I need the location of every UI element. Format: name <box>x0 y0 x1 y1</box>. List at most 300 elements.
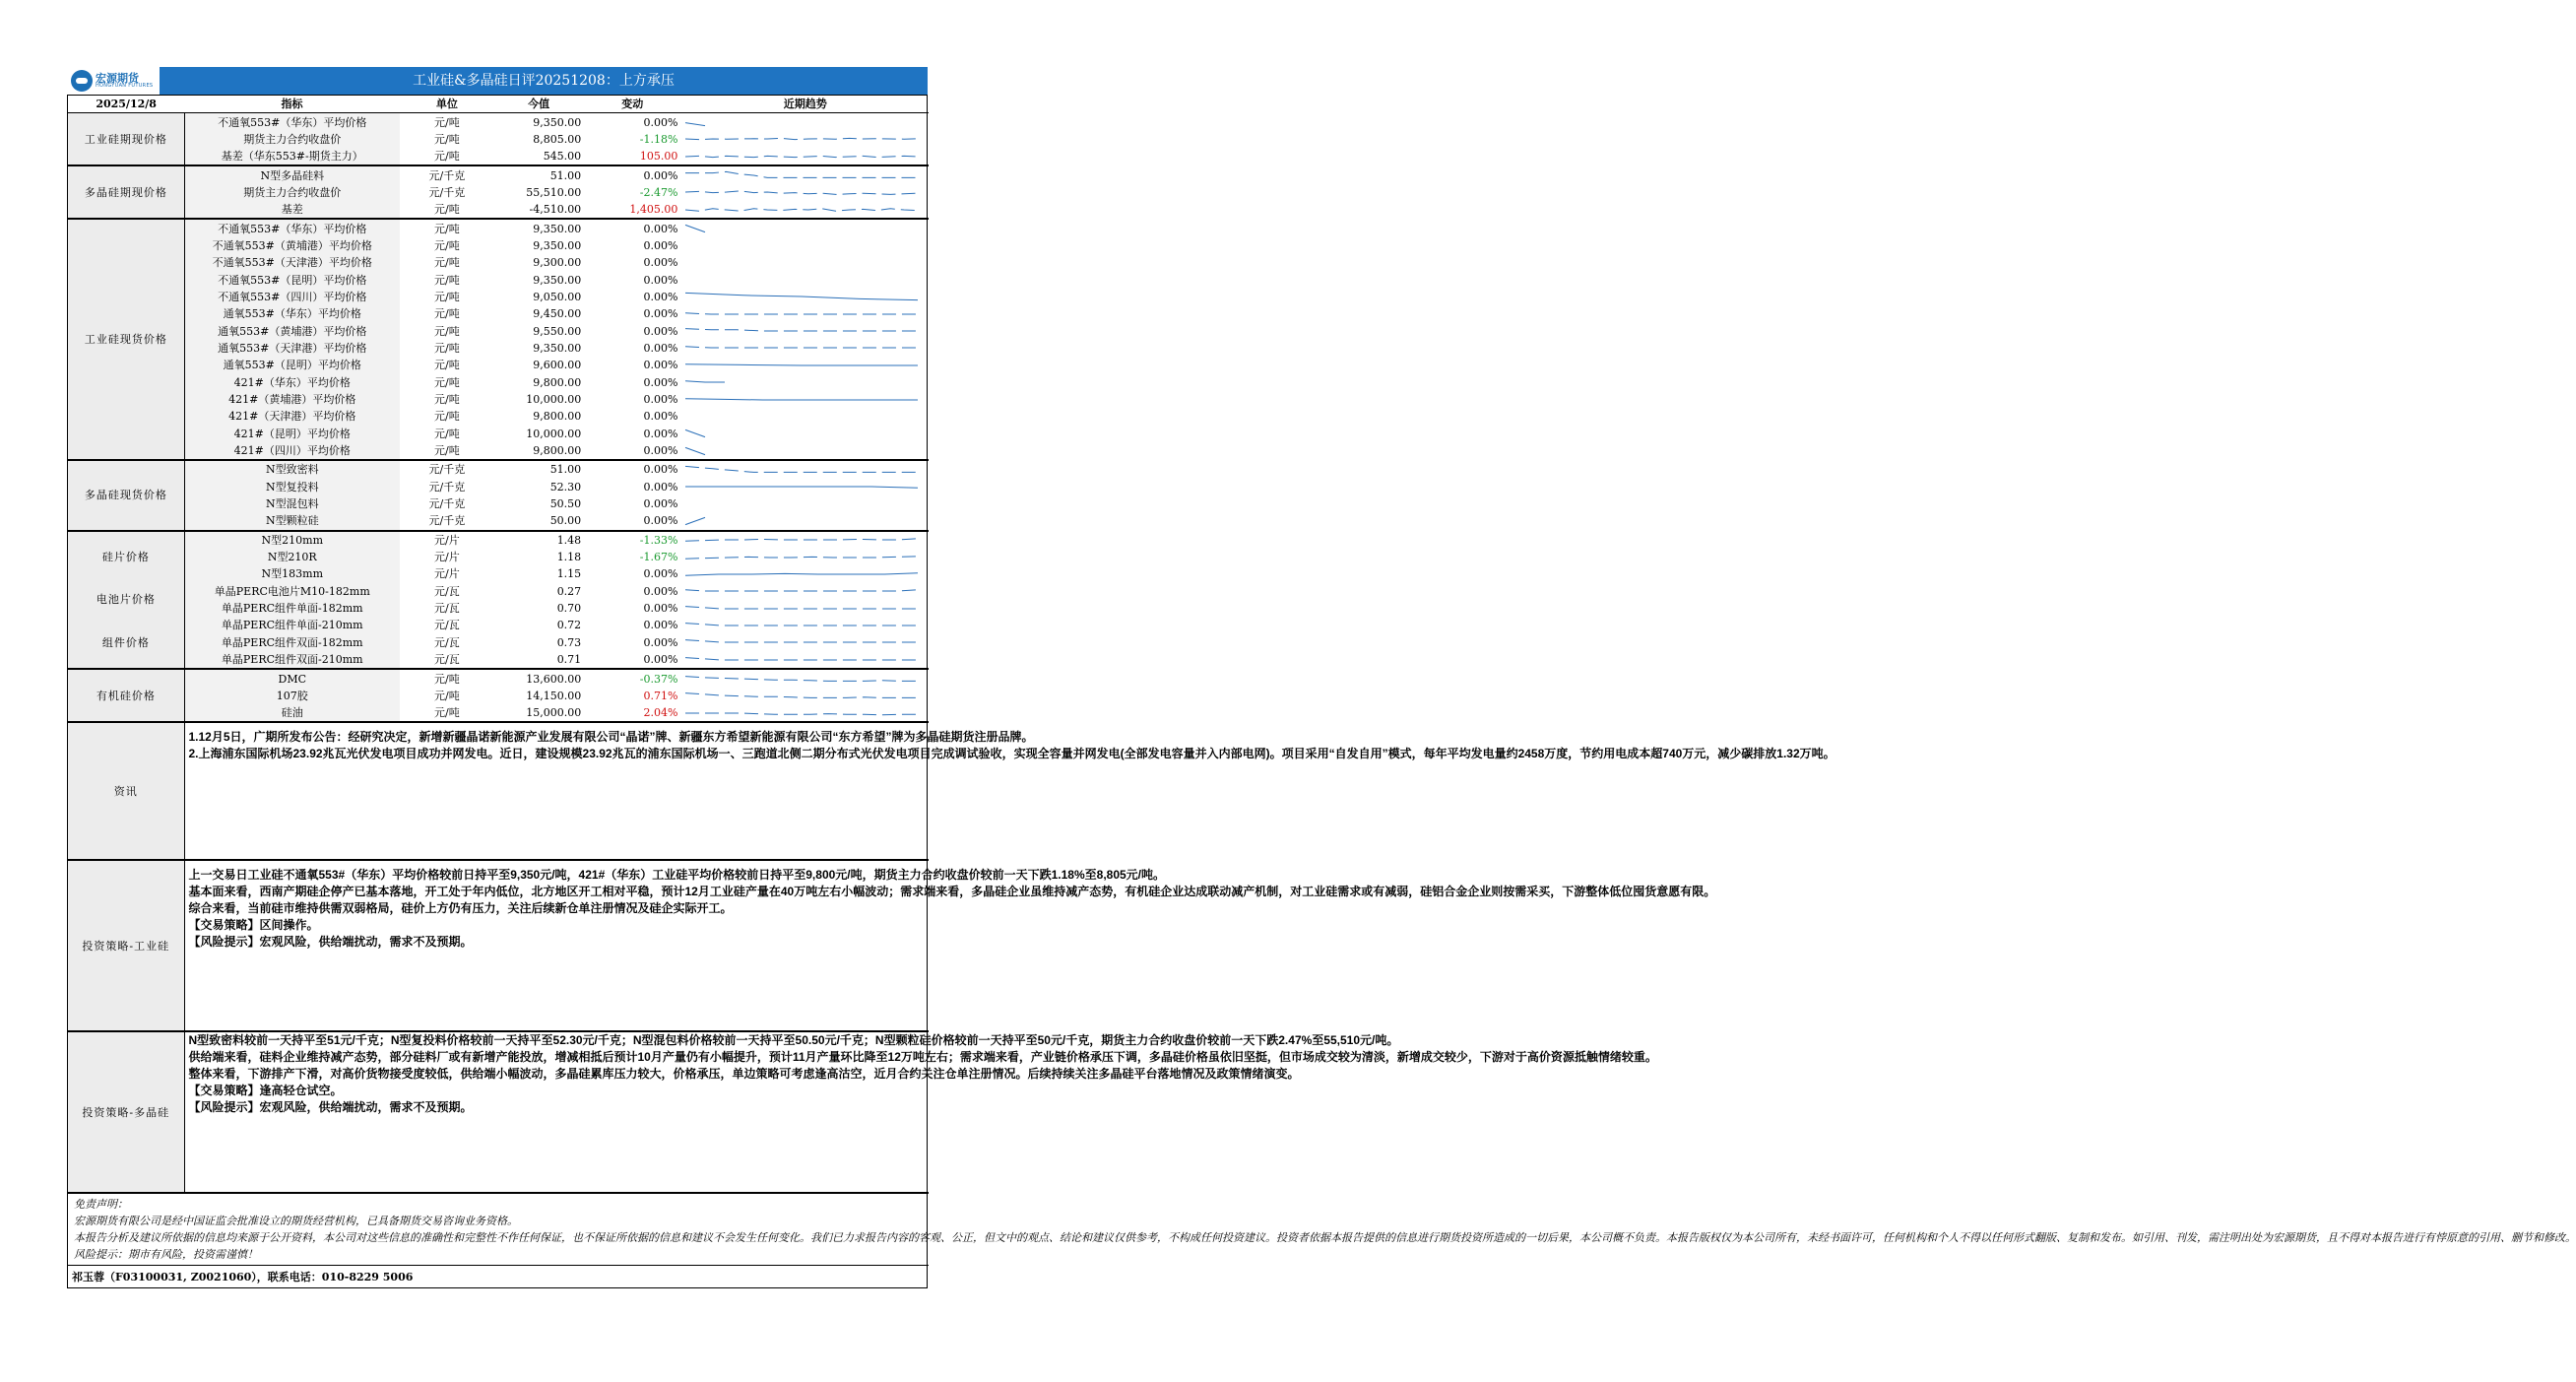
change-value: 0.00% <box>643 619 678 632</box>
strategy-si-section <box>68 860 929 1031</box>
trend-sparkline <box>681 408 929 425</box>
table-row <box>68 219 929 236</box>
unit-cell: 元/吨 <box>434 115 460 129</box>
today-value: 9,350.00 <box>533 341 582 355</box>
header-trend: 近期趋势 <box>681 96 929 113</box>
change-value: 0.00% <box>643 290 678 303</box>
indicator-name: 421#（昆明）平均价格 <box>184 426 400 442</box>
header-today: 今值 <box>494 96 583 113</box>
paragraph: 上一交易日工业硅不通氧553#（华东）平均价格较前日持平至9,350元/吨，421#（华东）工业硅平均价格较前日持平至9,800元/吨，期货主力合约收盘价较前一天下跌1.18%至8,805元/吨。 <box>188 868 1166 883</box>
category-label: 多晶硅期现价格 <box>68 165 184 219</box>
indicator-name: 421#（华东）平均价格 <box>184 374 400 391</box>
company-logo <box>71 69 158 93</box>
table-row <box>68 495 929 512</box>
sparkline-chart <box>681 306 926 322</box>
unit-cell: 元/千克 <box>400 460 494 478</box>
unit-cell: 元/千克 <box>428 497 466 511</box>
change-value: 0.00% <box>643 497 678 511</box>
unit-cell: 元/千克 <box>428 514 466 528</box>
table-row <box>68 426 929 442</box>
sparkline-line <box>685 430 705 437</box>
sparkline-line <box>685 693 918 698</box>
table-row <box>68 479 929 495</box>
unit-cell: 元/吨 <box>434 393 460 407</box>
today-value: 0.27 <box>556 584 582 598</box>
sparkline-chart <box>681 149 926 165</box>
indicator-name: N型多晶硅料 <box>184 165 400 183</box>
change-value: 0.00% <box>643 584 678 598</box>
change-value: 1,405.00 <box>629 203 678 217</box>
change-value: 0.00% <box>583 460 681 478</box>
unit-cell: 元/吨 <box>434 238 460 252</box>
sparkline-chart <box>681 550 926 565</box>
strategy-si-label: 投资策略-工业硅 <box>68 860 184 1031</box>
sparkline-line <box>685 590 918 591</box>
table-row <box>68 131 929 148</box>
sparkline-chart <box>681 618 926 633</box>
indicator-name: 单晶PERC电池片M10-182mm <box>184 583 400 600</box>
today-value: 0.72 <box>556 619 582 632</box>
unit-cell: 元/吨 <box>434 375 460 389</box>
indicator-name: 通氧553#（昆明）平均价格 <box>184 357 400 373</box>
sparkline-chart <box>681 705 926 721</box>
table-row <box>68 374 929 391</box>
trend-sparkline <box>681 391 929 408</box>
trend-sparkline <box>681 131 929 148</box>
text-sections <box>68 721 2576 1286</box>
today-value: 9,050.00 <box>533 290 582 303</box>
today-value: 0.70 <box>556 602 582 616</box>
strategy-ps-section <box>68 1031 929 1193</box>
indicator-name: N型颗粒硅 <box>184 512 400 530</box>
sparkline-chart <box>681 479 926 494</box>
unit-cell: 元/瓦 <box>434 635 460 649</box>
today-value: 0.73 <box>556 635 582 649</box>
news-label: 资讯 <box>68 722 184 860</box>
contact-footer: 祁玉蓉（F03100031, Z0021060），联系电话：010-8229 5006 <box>68 1266 929 1287</box>
sparkline-line <box>685 517 705 524</box>
change-value: -2.47% <box>639 185 678 199</box>
trend-sparkline <box>681 531 929 549</box>
sparkline-chart <box>681 167 926 183</box>
today-value: 10,000.00 <box>526 393 582 407</box>
category-label: 多晶硅现货价格 <box>68 460 184 530</box>
sparkline-chart <box>681 272 926 288</box>
disclaimer-line: 宏源期货有限公司是经中国证监会批准设立的期货经营机构，已具备期货交易咨询业务资格。 <box>74 1215 518 1228</box>
sparkline-chart <box>681 688 926 703</box>
table-row <box>68 271 929 288</box>
sparkline-line <box>685 347 918 348</box>
sparkline-chart <box>681 114 926 130</box>
trend-sparkline <box>681 322 929 339</box>
change-value: 0.00% <box>643 480 678 494</box>
change-value: -0.37% <box>583 669 681 687</box>
trend-sparkline <box>681 651 929 669</box>
indicator-name: 不通氧553#（华东）平均价格 <box>184 219 400 236</box>
change-value: 0.00% <box>643 115 678 129</box>
strategy-ps-label: 投资策略-多晶硅 <box>68 1031 184 1193</box>
sparkline-line <box>685 624 918 625</box>
sparkline-line <box>685 364 918 365</box>
sparkline-chart <box>681 634 926 650</box>
change-value: 0.00% <box>643 375 678 389</box>
trend-sparkline <box>681 704 929 721</box>
paragraph: 1.12月5日，广期所发布公告：经研究决定，新增新疆晶诺新能源产业发展有限公司“晶诺”牌、新疆东方希望新能源有限公司“东方希望”牌为多晶硅期货注册品牌。 <box>188 730 1034 745</box>
indicator-name: 通氧553#（华东）平均价格 <box>184 305 400 322</box>
sparkline-line <box>685 313 918 314</box>
unit-cell: 元/吨 <box>434 132 460 146</box>
today-value: 1.18 <box>556 551 582 564</box>
today-value: 51.00 <box>494 460 583 478</box>
sparkline-chart <box>681 409 926 425</box>
logo-icon <box>71 70 93 92</box>
indicator-name: N型210mm <box>184 531 400 549</box>
table-row <box>68 113 929 131</box>
disclaimer-line: 风险提示：期市有风险，投资需谨慎！ <box>74 1248 258 1262</box>
change-value: -1.67% <box>639 551 678 564</box>
table-row <box>68 305 929 322</box>
trend-sparkline <box>681 634 929 651</box>
paragraph: 综合来看，当前硅市维持供需双弱格局，硅价上方仍有压力，关注后续新仓单注册情况及硅企实际开工。 <box>188 901 733 916</box>
unit-cell: 元/吨 <box>434 410 460 424</box>
sparkline-line <box>685 539 918 541</box>
sparkline-chart <box>681 652 926 668</box>
indicator-name: DMC <box>184 669 400 687</box>
title-bar <box>67 67 928 95</box>
today-value: 15,000.00 <box>526 706 582 720</box>
change-value: 0.00% <box>643 307 678 321</box>
unit-cell: 元/吨 <box>434 341 460 355</box>
table-row <box>68 704 929 721</box>
table-row <box>68 289 929 305</box>
trend-sparkline <box>681 442 929 460</box>
change-value: 0.00% <box>643 238 678 252</box>
today-value: 50.00 <box>549 514 582 528</box>
sparkline-line <box>685 225 705 231</box>
sparkline-line <box>685 487 918 488</box>
change-value: 0.00% <box>643 653 678 667</box>
header-date: 2025/12/8 <box>68 96 184 113</box>
disclaimer-line: 本报告分析及建议所依据的信息均来源于公开资料，本公司对这些信息的准确性和完整性不作任何保证，也不保证所依据的信息和建议不会发生任何变化。我们已力求报告内容的客观、公正，但文中的观点、结论和建议仅供参考，不构成任何投资建议。投资者依据本报告提供的信息进行期货投资所造成的一切后果，本公司概不负责。本报告版权仅为本公司所有，未经书面许可，任何机构和个人不得以任何形式翻版、复制和发布。如引用、刊发，需注明出处为宏源期货，且不得对本报告进行有悖原意的引用、删节和修改。 <box>74 1231 2576 1245</box>
unit-cell: 元/片 <box>434 567 460 581</box>
change-value: 0.00% <box>643 359 678 372</box>
table-row <box>68 322 929 339</box>
sparkline-chart <box>681 513 926 529</box>
sparkline-line <box>685 556 918 558</box>
sparkline-line <box>685 156 918 157</box>
unit-cell: 元/片 <box>400 531 494 549</box>
unit-cell: 元/吨 <box>400 669 494 687</box>
change-value: 0.00% <box>643 393 678 407</box>
indicator-name: 421#（四川）平均价格 <box>184 442 400 460</box>
sparkline-chart <box>681 358 926 373</box>
unit-cell: 元/瓦 <box>434 584 460 598</box>
strategy-si-text <box>184 860 1716 1031</box>
change-value: 0.00% <box>643 444 678 458</box>
today-value: 8,805.00 <box>533 132 582 146</box>
header-indicator: 指标 <box>184 96 400 113</box>
category-label: 工业硅期现价格 <box>68 113 184 166</box>
indicator-name: 单晶PERC组件双面-182mm <box>184 634 400 651</box>
indicator-name: N型复投料 <box>184 479 400 495</box>
trend-sparkline <box>681 289 929 305</box>
today-value: 545.00 <box>543 150 582 164</box>
today-value: 9,300.00 <box>533 256 582 270</box>
today-value: 50.50 <box>549 497 582 511</box>
indicator-name: N型致密料 <box>184 460 400 478</box>
table-row <box>68 237 929 254</box>
paragraph: 【交易策略】区间操作。 <box>188 918 319 933</box>
sparkline-line <box>685 713 918 715</box>
report-title: 工业硅&多晶硅日评20251208：上方承压 <box>160 67 928 95</box>
today-value: 1.15 <box>556 567 582 581</box>
unit-cell: 元/吨 <box>434 150 460 164</box>
sparkline-line <box>685 209 918 211</box>
trend-sparkline <box>681 688 929 704</box>
table-row <box>68 408 929 425</box>
indicator-name: N型混包料 <box>184 495 400 512</box>
indicator-name: 期货主力合约收盘价 <box>184 131 400 148</box>
today-value: 9,550.00 <box>533 324 582 338</box>
sparkline-line <box>685 657 918 659</box>
sparkline-chart <box>681 255 926 271</box>
indicator-name: 基差 <box>184 201 400 219</box>
sparkline-chart <box>681 532 926 548</box>
today-value: 9,450.00 <box>533 307 582 321</box>
trend-sparkline <box>681 357 929 373</box>
table-row <box>68 254 929 271</box>
disclaimer-line: 免责声明： <box>74 1198 128 1212</box>
sparkline-chart <box>681 462 926 478</box>
sparkline-chart <box>681 426 926 441</box>
table-row <box>68 460 929 478</box>
trend-sparkline <box>681 426 929 442</box>
unit-cell: 元/吨 <box>400 219 494 236</box>
change-value: -1.18% <box>639 132 678 146</box>
sparkline-chart <box>681 221 926 236</box>
sparkline-line <box>685 573 918 575</box>
table-row <box>68 600 929 617</box>
trend-sparkline <box>681 340 929 357</box>
change-value: 0.00% <box>583 165 681 183</box>
table-row <box>68 391 929 408</box>
unit-cell: 元/瓦 <box>434 619 460 632</box>
trend-sparkline <box>681 495 929 512</box>
table-row <box>68 357 929 373</box>
indicator-name: 107胶 <box>184 688 400 704</box>
indicator-name: N型183mm <box>184 565 400 582</box>
table-row <box>68 565 929 582</box>
paragraph: 2.上海浦东国际机场23.92兆瓦光伏发电项目成功并网发电。近日，建设规模23.92兆瓦的浦东国际机场一、三跑道北侧二期分布式光伏发电项目完成调试验收，实现全容量并网发电(全部发电容量并入内部电网)。项目采用“自发自用”模式，每年平均发电量约2458万度，节约用电成本超740万元，减少碳排放1.32万吨。 <box>188 747 1835 761</box>
indicator-name: 通氧553#（天津港）平均价格 <box>184 340 400 357</box>
change-value: 0.00% <box>583 219 681 236</box>
sparkline-line <box>685 294 918 300</box>
sparkline-chart <box>681 184 926 200</box>
today-value: 9,350.00 <box>533 115 582 129</box>
trend-sparkline <box>681 479 929 495</box>
today-value: 51.00 <box>494 165 583 183</box>
today-value: 9,350.00 <box>533 238 582 252</box>
news-section <box>68 722 929 860</box>
change-value: 0.00% <box>643 256 678 270</box>
sparkline-chart <box>681 601 926 617</box>
change-value: 0.00% <box>643 324 678 338</box>
table-row <box>68 583 929 600</box>
paragraph: 基本面来看，西南产期硅企停产已基本落地，开工处于年内低位，北方地区开工相对平稳，预计12月工业硅产量在40万吨左右小幅波动；需求端来看，多晶硅企业虽维持减产态势，有机硅企业达成联动减产机制，对工业硅需求或有减弱，硅铝合金企业则按需采买，下游整体低位囤货意愿有限。 <box>188 885 1716 899</box>
sparkline-chart <box>681 496 926 512</box>
indicator-name: 421#（天津港）平均价格 <box>184 408 400 425</box>
today-value: 13,600.00 <box>494 669 583 687</box>
change-value: -1.33% <box>583 531 681 549</box>
sparkline-line <box>685 398 918 399</box>
sparkline-chart <box>681 202 926 218</box>
unit-cell: 元/瓦 <box>434 602 460 616</box>
sparkline-chart <box>681 340 926 356</box>
trend-sparkline <box>681 305 929 322</box>
trend-sparkline <box>681 565 929 582</box>
table-row <box>68 669 929 687</box>
category-label: 电池片价格 <box>68 583 184 618</box>
indicator-name: 不通氧553#（黄埔港）平均价格 <box>184 237 400 254</box>
sparkline-chart <box>681 392 926 408</box>
sparkline-line <box>685 329 918 331</box>
table-row <box>68 340 929 357</box>
today-value: 9,350.00 <box>494 219 583 236</box>
trend-sparkline <box>681 237 929 254</box>
sparkline-chart <box>681 237 926 253</box>
sparkline-chart <box>681 566 926 582</box>
indicator-name: 不通氧553#（昆明）平均价格 <box>184 271 400 288</box>
sparkline-line <box>685 139 918 140</box>
change-value: 0.00% <box>643 602 678 616</box>
unit-cell: 元/千克 <box>428 185 466 199</box>
sparkline-chart <box>681 374 926 390</box>
indicator-name: 不通氧553#（天津港）平均价格 <box>184 254 400 271</box>
today-value: 1.48 <box>494 531 583 549</box>
today-value: -4,510.00 <box>529 203 582 217</box>
paragraph: 整体来看，下游排产下滑，对高价货物接受度较低，供给端小幅波动，多晶硅累库压力较大，价格承压，单边策略可考虑逢高沽空，近月合约关注仓单注册情况。后续持续关注多晶硅平台落地情况及政策情绪演变。 <box>188 1067 1300 1082</box>
header-change: 变动 <box>583 96 681 113</box>
unit-cell: 元/吨 <box>434 359 460 372</box>
unit-cell: 元/吨 <box>434 290 460 303</box>
change-value: 0.00% <box>643 427 678 440</box>
sparkline-line <box>685 447 705 454</box>
table-row <box>68 148 929 165</box>
category-label: 有机硅价格 <box>68 669 184 721</box>
unit-cell: 元/吨 <box>434 203 460 217</box>
table-row <box>68 442 929 460</box>
unit-cell: 元/吨 <box>434 273 460 287</box>
sparkline-line <box>685 123 705 126</box>
trend-sparkline <box>681 201 929 219</box>
sparkline-chart <box>681 671 926 687</box>
sparkline-chart <box>681 583 926 599</box>
trend-sparkline <box>681 549 929 565</box>
sparkline-line <box>685 677 918 682</box>
change-value: 0.71% <box>643 689 678 702</box>
unit-cell: 元/千克 <box>400 165 494 183</box>
trend-sparkline <box>681 600 929 617</box>
trend-sparkline <box>681 184 929 201</box>
today-value: 0.71 <box>556 653 582 667</box>
sparkline-line <box>685 381 725 382</box>
table-row <box>68 651 929 669</box>
indicator-name: 单晶PERC组件双面-210mm <box>184 651 400 669</box>
today-value: 9,800.00 <box>533 410 582 424</box>
news-text <box>184 722 1835 860</box>
today-value: 9,600.00 <box>533 359 582 372</box>
indicator-name: 单晶PERC组件单面-210mm <box>184 617 400 633</box>
change-value: 0.00% <box>643 635 678 649</box>
trend-sparkline <box>681 460 929 478</box>
paragraph: 【风险提示】宏观风险，供给端扰动，需求不及预期。 <box>188 1100 473 1115</box>
indicator-name: 通氧553#（黄埔港）平均价格 <box>184 322 400 339</box>
change-value: 0.00% <box>643 514 678 528</box>
sparkline-line <box>685 640 918 642</box>
today-value: 9,800.00 <box>533 375 582 389</box>
indicator-name: 硅油 <box>184 704 400 721</box>
logo-cn-text: 宏源期货 <box>96 72 139 85</box>
change-value: 0.00% <box>643 410 678 424</box>
category-label: 组件价格 <box>68 617 184 669</box>
table-header <box>68 96 929 113</box>
trend-sparkline <box>681 113 929 131</box>
header-unit: 单位 <box>400 96 494 113</box>
trend-sparkline <box>681 271 929 288</box>
indicator-name: 期货主力合约收盘价 <box>184 184 400 201</box>
sparkline-chart <box>681 289 926 304</box>
today-value: 55,510.00 <box>526 185 582 199</box>
sparkline-line <box>685 191 918 195</box>
sparkline-line <box>685 171 918 177</box>
unit-cell: 元/吨 <box>434 689 460 702</box>
unit-cell: 元/片 <box>434 551 460 564</box>
paragraph: 【风险提示】宏观风险，供给端扰动，需求不及预期。 <box>188 935 473 950</box>
indicator-name: N型210R <box>184 549 400 565</box>
trend-sparkline <box>681 617 929 633</box>
today-value: 10,000.00 <box>526 427 582 440</box>
table-row <box>68 634 929 651</box>
table-row <box>68 531 929 549</box>
indicator-name: 不通氧553#（华东）平均价格 <box>184 113 400 131</box>
trend-sparkline <box>681 219 929 236</box>
strategy-ps-text <box>184 1031 1657 1193</box>
sparkline-line <box>685 466 918 472</box>
trend-sparkline <box>681 583 929 600</box>
trend-sparkline <box>681 148 929 165</box>
unit-cell: 元/瓦 <box>434 653 460 667</box>
paragraph: 【交易策略】逢高轻仓试空。 <box>188 1084 343 1098</box>
indicator-name: 单晶PERC组件单面-182mm <box>184 600 400 617</box>
unit-cell: 元/千克 <box>428 480 466 494</box>
today-value: 9,800.00 <box>533 444 582 458</box>
table-row <box>68 549 929 565</box>
indicator-name: 不通氧553#（四川）平均价格 <box>184 289 400 305</box>
table-row <box>68 512 929 530</box>
change-value: 0.00% <box>643 341 678 355</box>
unit-cell: 元/吨 <box>434 706 460 720</box>
unit-cell: 元/吨 <box>434 444 460 458</box>
category-label: 硅片价格 <box>68 531 184 583</box>
change-value: 105.00 <box>639 150 678 164</box>
today-value: 52.30 <box>549 480 582 494</box>
indicator-name: 基差（华东553#-期货主力） <box>184 148 400 165</box>
sparkline-line <box>685 606 918 608</box>
change-value: 0.00% <box>643 567 678 581</box>
change-value: 0.00% <box>643 273 678 287</box>
table-row <box>68 688 929 704</box>
sparkline-chart <box>681 131 926 147</box>
